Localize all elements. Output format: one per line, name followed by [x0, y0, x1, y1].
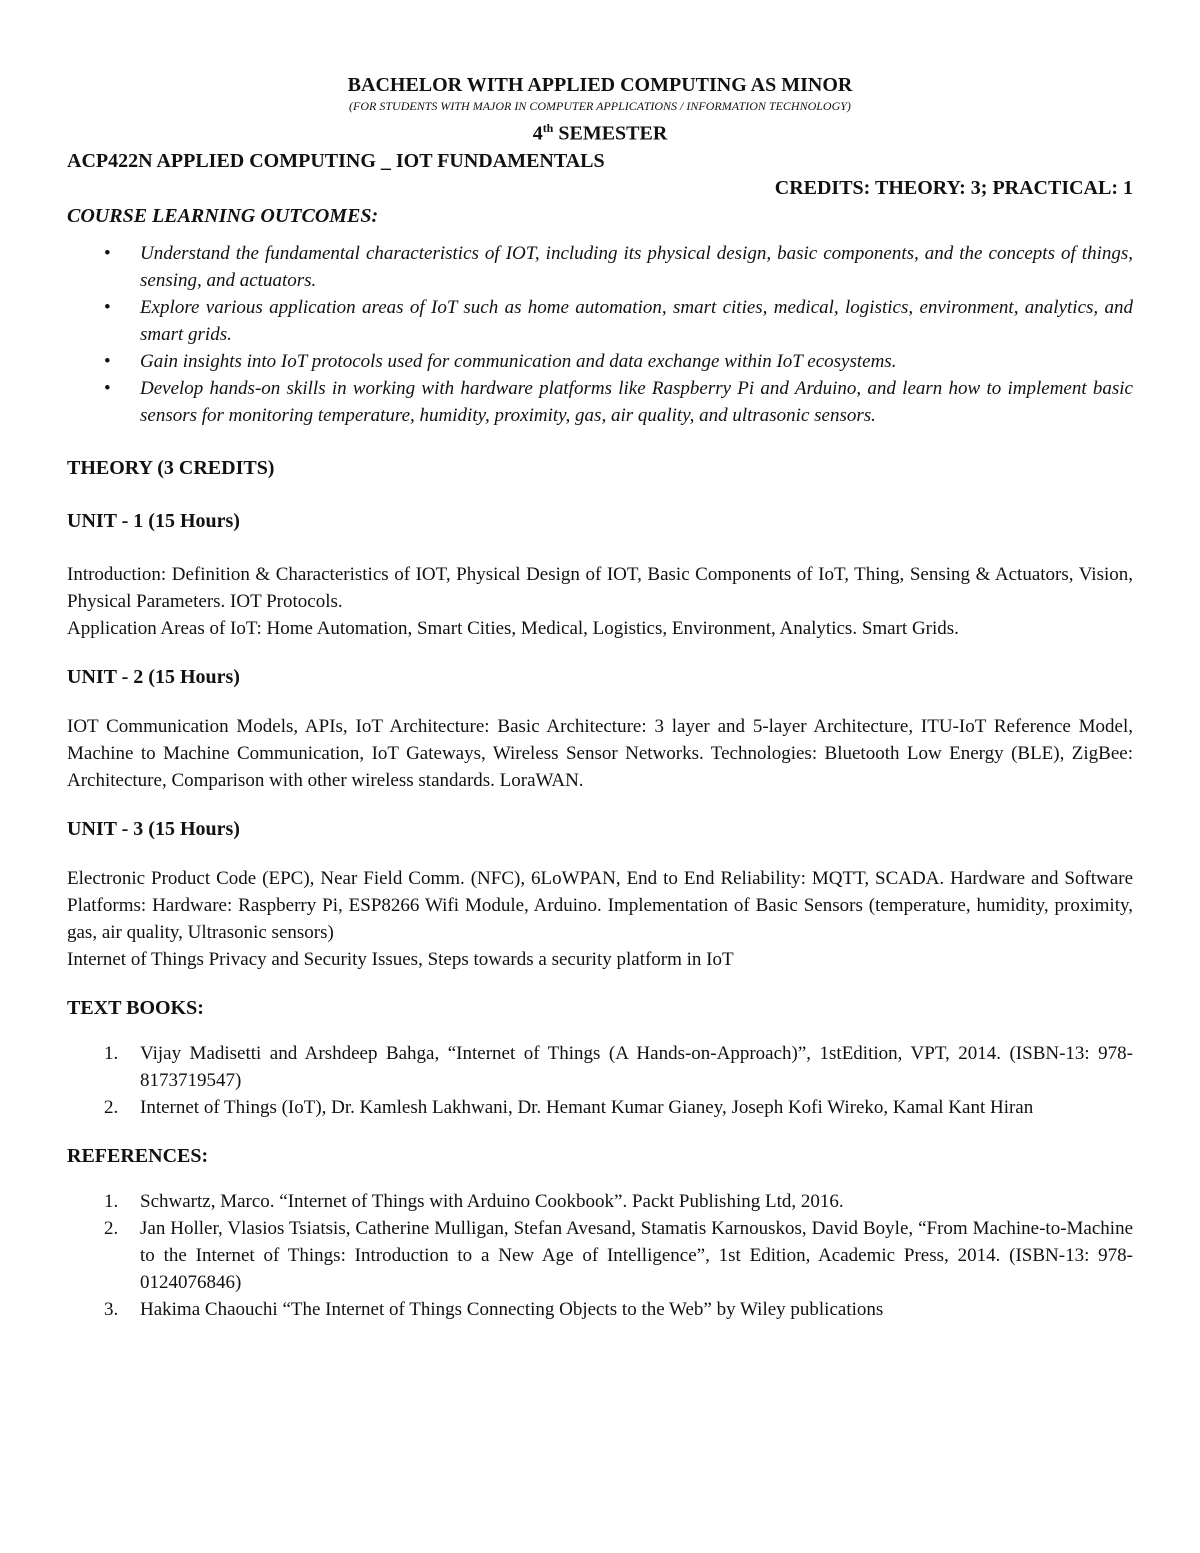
- outcome-item: [67, 348, 1133, 375]
- text-books-heading: TEXT BOOKS:: [67, 996, 204, 1019]
- text-book-text: Vijay Madisetti and Arshdeep Bahga, “Internet of Things (A Hands-on-Approach)”, 1stEdition, VPT, 2014. (ISBN-13: 978-8173719547): [140, 1042, 1133, 1091]
- item-number: 1.: [104, 1042, 119, 1064]
- reference-text: Hakima Chaouchi “The Internet of Things Connecting Objects to the Web” by Wiley publications: [140, 1298, 884, 1320]
- outcome-text: Develop hands-on skills in working with hardware platforms like Raspberry Pi and Arduino, and learn how to implement basic sensors for monitoring temperature, humidity, proximity, gas, air quality, and ultrasonic sensors.: [140, 377, 1133, 426]
- outcome-text: Understand the fundamental characteristics of IOT, including its physical design, basic components, and the concepts of things, sensing, and actuators.: [140, 242, 1133, 291]
- outcome-item: [67, 294, 1133, 348]
- references-list: [67, 1188, 1133, 1323]
- outcomes-heading: COURSE LEARNING OUTCOMES:: [67, 204, 379, 227]
- text-books-list: [67, 1040, 1133, 1121]
- unit-3-paragraph: Internet of Things Privacy and Security Issues, Steps towards a security platform in IoT: [67, 948, 734, 970]
- bullet-icon: •: [104, 242, 111, 264]
- text-book-text: Internet of Things (IoT), Dr. Kamlesh Lakhwani, Dr. Hemant Kumar Gianey, Joseph Kofi Wireko, Kamal Kant Hiran: [140, 1096, 1034, 1118]
- unit-3-heading: UNIT - 3 (15 Hours): [67, 817, 240, 840]
- semester-number: 4: [532, 122, 543, 145]
- bullet-icon: •: [104, 377, 111, 399]
- outcome-text: Gain insights into IoT protocols used for communication and data exchange within IoT ecosystems.: [140, 350, 897, 372]
- unit-2-heading: UNIT - 2 (15 Hours): [67, 665, 240, 688]
- outcome-item: [67, 240, 1133, 294]
- item-number: 3.: [104, 1298, 119, 1320]
- theory-heading: THEORY (3 CREDITS): [67, 456, 275, 479]
- item-number: 2.: [104, 1096, 119, 1118]
- reference-text: Jan Holler, Vlasios Tsiatsis, Catherine Mulligan, Stefan Avesand, Stamatis Karnouskos, David Boyle, “From Machine-to-Machine to the Internet of Things: Introduction to a New Age of Intelligence”, 1st Edition, Academic Press, 2014. (ISBN-13: 978-0124076846): [140, 1217, 1133, 1293]
- outcome-item: [67, 375, 1133, 429]
- unit-3-paragraph: Electronic Product Code (EPC), Near Field Comm. (NFC), 6LoWPAN, End to End Reliability: MQTT, SCADA. Hardware and Software Platforms: Hardware: Raspberry Pi, ESP8266 Wifi Module, Arduino. Implementation of Basic Sensors (temperature, humidity, proximity, gas, air quality, Ultrasonic sensors): [67, 867, 1133, 943]
- reference-item: [67, 1215, 1133, 1296]
- course-title: ACP422N APPLIED COMPUTING _ IOT FUNDAMENTALS: [67, 149, 605, 172]
- unit-2-paragraph: IOT Communication Models, APIs, IoT Architecture: Basic Architecture: 3 layer and 5-layer Architecture, ITU-IoT Reference Model, Machine to Machine Communication, IoT Gateways, Wireless Sensor Networks. Technologies: Bluetooth Low Energy (BLE), ZigBee: Architecture, Comparison with other wireless standards. LoraWAN.: [67, 715, 1133, 791]
- semester-heading: [67, 114, 1133, 148]
- unit-1-paragraph: Introduction: Definition & Characteristics of IOT, Physical Design of IOT, Basic Components of IoT, Thing, Sensing & Actuators, Vision, Physical Parameters. IOT Protocols.: [67, 563, 1133, 612]
- text-book-item: [67, 1094, 1133, 1121]
- item-number: 1.: [104, 1190, 119, 1212]
- reference-item: [67, 1296, 1133, 1323]
- unit-1-paragraph: Application Areas of IoT: Home Automation, Smart Cities, Medical, Logistics, Environment, Analytics. Smart Grids.: [67, 617, 959, 639]
- item-number: 2.: [104, 1217, 119, 1239]
- reference-item: [67, 1188, 1133, 1215]
- credits-line: CREDITS: THEORY: 3; PRACTICAL: 1: [774, 176, 1133, 199]
- text-book-item: [67, 1040, 1133, 1094]
- outcome-text: Explore various application areas of IoT such as home automation, smart cities, medical, logistics, environment, analytics, and smart grids.: [140, 296, 1133, 345]
- document-page: [67, 72, 1133, 1323]
- program-subtitle: (FOR STUDENTS WITH MAJOR IN COMPUTER APPLICATIONS / INFORMATION TECHNOLOGY): [349, 99, 851, 113]
- semester-label: SEMESTER: [553, 122, 668, 145]
- outcomes-list: [67, 240, 1133, 429]
- bullet-icon: •: [104, 350, 111, 372]
- references-heading: REFERENCES:: [67, 1144, 209, 1167]
- bullet-icon: •: [104, 296, 111, 318]
- unit-1-heading: UNIT - 1 (15 Hours): [67, 509, 240, 532]
- semester-suffix: th: [542, 121, 554, 135]
- program-title: BACHELOR WITH APPLIED COMPUTING AS MINOR: [347, 74, 853, 96]
- reference-text: Schwartz, Marco. “Internet of Things with Arduino Cookbook”. Packt Publishing Ltd, 2016.: [140, 1190, 844, 1212]
